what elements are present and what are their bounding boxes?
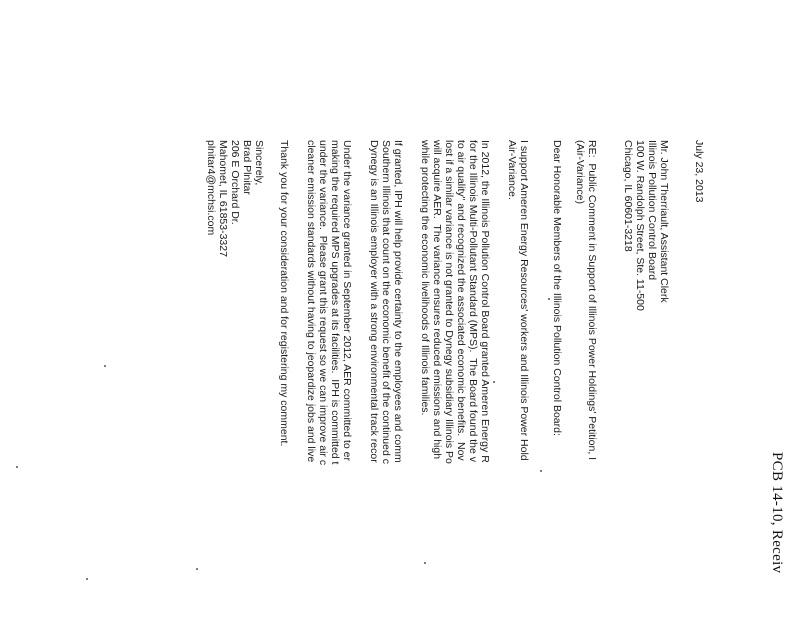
signature-name: Brad Plnitar <box>241 140 253 195</box>
paragraph-2-line-5: will acquire AER. The variance ensures reduced emissions and high <box>431 140 443 460</box>
paragraph-2-line-2: for the Illinois Multi-Pollutant Standard (MPS). The Board found the v <box>467 140 479 462</box>
signature-address-1: 206 E Orchard Dr. <box>229 140 241 225</box>
salutation: Dear Honorable Members of the Illinois Pollution Control Board: <box>551 140 563 436</box>
signature-address-2: Mahomet, IL 61853-3327 <box>217 140 229 257</box>
paragraph-4-line-4: cleaner emission standards without having to jeopardize jobs and live <box>305 140 317 463</box>
re-line-2: (Air-Variance) <box>574 140 586 204</box>
signature-closing: Sincerely, <box>253 140 265 186</box>
scan-speck <box>86 578 88 580</box>
paragraph-1-line-1: I support Ameren Energy Resources' workers and Illinois Power Hold <box>518 140 530 461</box>
paragraph-2-line-4: lost if a similar variance is not granted to Dynegy subsidiary Illinois Po <box>443 140 455 464</box>
paragraph-1-line-2: Air-Variance. <box>506 140 518 200</box>
scan-speck <box>104 365 106 367</box>
recipient-line-1: Mr. John Therriault, Assistant Clerk <box>658 140 670 303</box>
paragraph-4-line-2: making the required MPS upgrades at its facilities. IPH is committed t <box>329 140 341 465</box>
re-line-1: RE: Public Comment in Support of Illinois Power Holdings' Petition, I <box>586 140 598 461</box>
paragraph-4-line-1: Under the variance granted in September 2012, AER committed to er <box>341 140 353 462</box>
letter-date: July 23, 2013 <box>693 140 705 203</box>
recipient-line-2: Illinois Pollution Control Board <box>646 140 658 281</box>
header-stamp: PCB 14-10, Receiv <box>769 452 785 574</box>
scan-speck <box>196 568 198 570</box>
recipient-line-4: Chicago, IL 60601-3218 <box>622 140 634 252</box>
paragraph-3-line-3: Dynegy is an Illinois employer with a strong environmental track recor <box>368 140 380 463</box>
scan-speck <box>493 381 495 383</box>
scan-speck <box>16 466 18 468</box>
paragraph-4-line-3: under the variance. Please grant this request so we can improve air c <box>317 140 329 466</box>
scan-speck <box>548 298 550 300</box>
closing-thanks: Thank you for your consideration and for registering my comment. <box>278 140 290 447</box>
paragraph-2-line-1: In 2012, the Illinois Pollution Control Board granted Ameren Energy R <box>479 140 491 463</box>
scan-speck <box>424 562 426 564</box>
recipient-line-3: 100 W. Randolph Street, Ste. 11-500 <box>634 140 646 311</box>
paragraph-2-line-3: to air quality" and recognized the associated economic benefits. Nov <box>455 140 467 461</box>
signature-email: plnitar4@mchsi.com <box>205 140 217 236</box>
paragraph-3-line-1: If granted, IPH will help provide certainty to the employees and comm <box>392 140 404 463</box>
paragraph-3-line-2: Southern Illinois that count on the economic benefit of the continued c <box>380 140 392 464</box>
paragraph-2-line-6: while protecting the economic livelihoods of Illinois families. <box>419 140 431 416</box>
scan-speck <box>540 470 542 472</box>
